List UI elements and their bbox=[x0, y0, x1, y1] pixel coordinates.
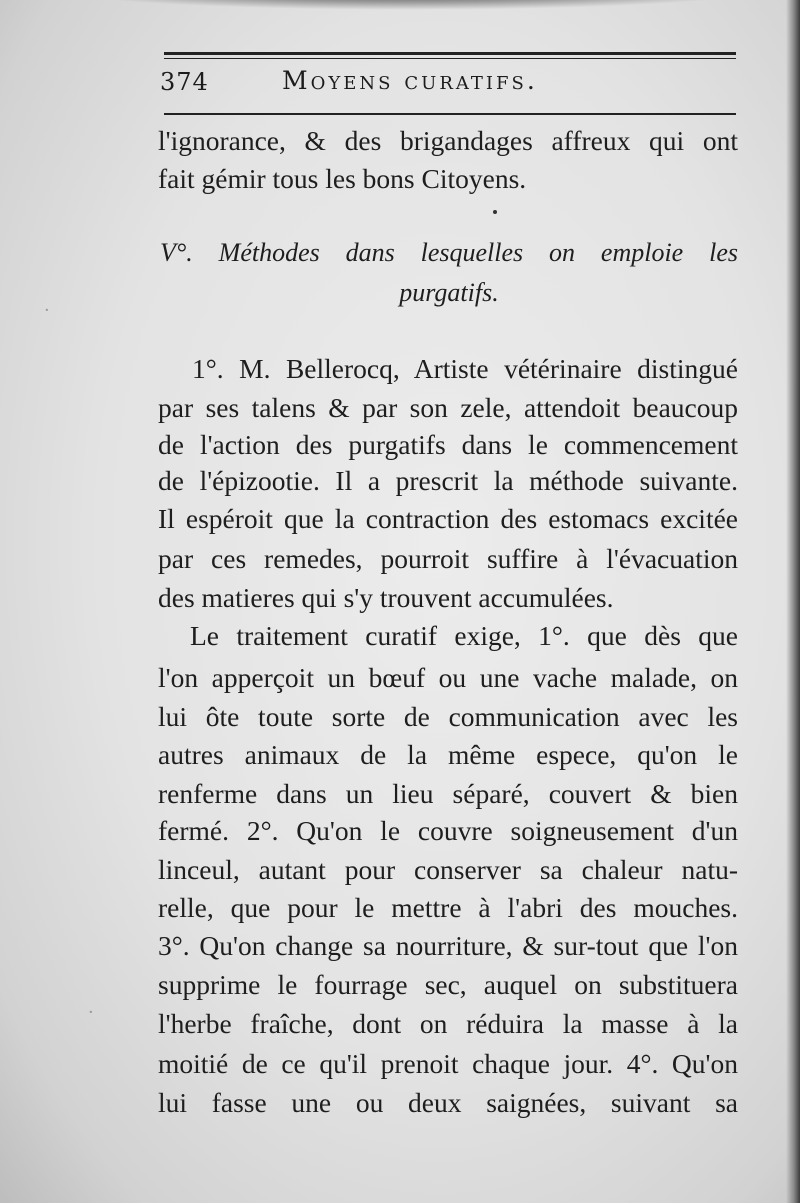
text-line: fermé. 2°. Qu'on le couvre soigneusement d'un bbox=[158, 815, 738, 846]
text-line: fait gémir tous les bons Citoyens. bbox=[158, 163, 527, 194]
text-line: par ces remedes, pourroit suffire à l'évacuation bbox=[158, 543, 738, 574]
text-line: des matieres qui s'y trouvent accumulées. bbox=[158, 582, 614, 613]
text-line: Il espéroit que la contraction des estomacs excitée bbox=[158, 503, 738, 534]
text-line: lui ôte toute sorte de communication avec les bbox=[158, 701, 738, 732]
header-rule-thin bbox=[164, 58, 736, 59]
text-line: 1°. M. Bellerocq, Artiste vétérinaire distingué bbox=[192, 353, 738, 384]
page-right-edge-shadow bbox=[786, 0, 800, 1203]
text-line: Le traitement curatif exige, 1°. que dès que bbox=[190, 620, 738, 651]
page-top-shadow bbox=[60, 0, 760, 10]
text-line: de l'action des purgatifs dans le commencement bbox=[158, 429, 738, 460]
text-line: moitié de ce qu'il prenoit chaque jour. 4°. Qu'on bbox=[158, 1048, 738, 1079]
ink-dot bbox=[493, 210, 497, 214]
text-line: autres animaux de la même espece, qu'on le bbox=[158, 739, 738, 770]
paper-speck: · bbox=[44, 300, 50, 321]
header-rule-thick bbox=[164, 52, 736, 55]
section-heading: V°. Méthodes dans lesquelles on emploie les bbox=[160, 238, 738, 267]
page-number: 374 bbox=[160, 68, 209, 96]
header-underline-rule bbox=[164, 113, 736, 115]
text-line: relle, que pour le mettre à l'abri des mouches. bbox=[158, 892, 738, 923]
text-line: l'herbe fraîche, dont on réduira la masse à la bbox=[158, 1008, 738, 1039]
section-heading-continued: purgatifs. bbox=[399, 278, 499, 307]
paper-speck: · bbox=[88, 1002, 94, 1023]
running-head bbox=[160, 64, 742, 104]
text-line: supprime le fourrage sec, auquel on substituera bbox=[158, 969, 738, 1000]
text-line: de l'épizootie. Il a prescrit la méthode suivante. bbox=[158, 465, 738, 496]
text-line: 3°. Qu'on change sa nourriture, & sur-tout que l'on bbox=[158, 930, 738, 961]
text-line: par ses talens & par son zele, attendoit beaucoup bbox=[158, 392, 738, 423]
text-line: renferme dans un lieu séparé, couvert & bien bbox=[158, 778, 738, 809]
text-line: lui fasse une ou deux saignées, suivant sa bbox=[158, 1087, 738, 1118]
text-line: linceul, autant pour conserver sa chaleur natu- bbox=[158, 854, 738, 885]
text-line: l'ignorance, & des brigandages affreux qui ont bbox=[158, 125, 738, 156]
running-title: Moyens curatifs. bbox=[282, 66, 538, 95]
text-line: l'on apperçoit un bœuf ou une vache malade, on bbox=[158, 662, 738, 693]
